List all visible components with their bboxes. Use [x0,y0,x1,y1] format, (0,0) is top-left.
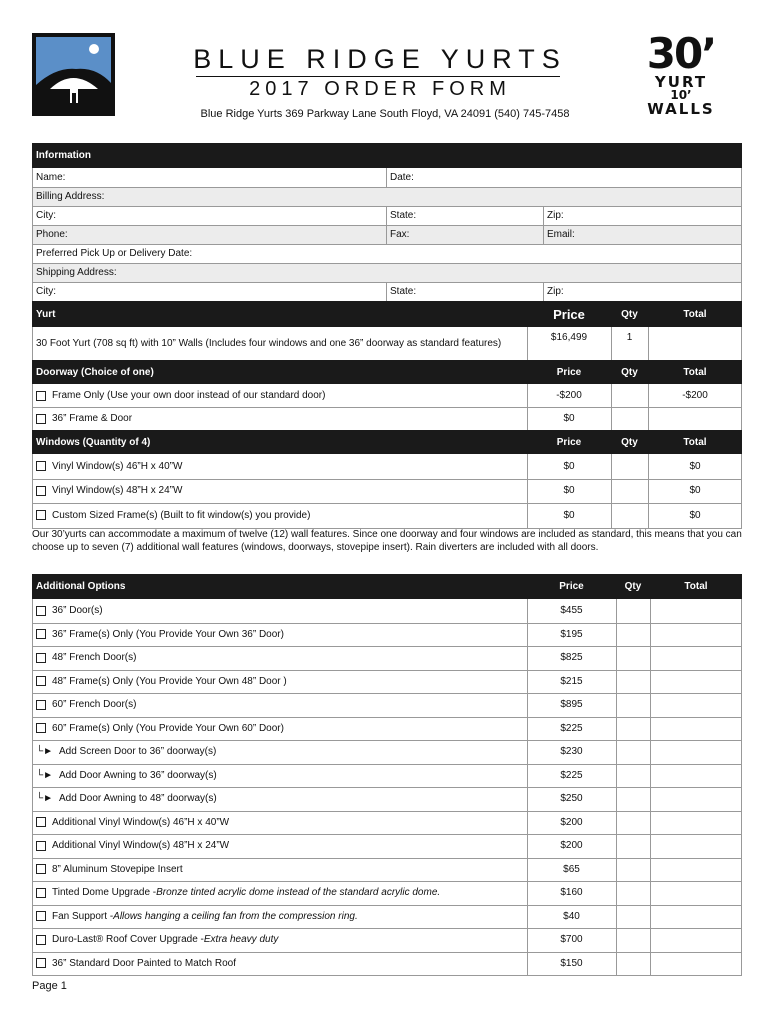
shipping-state-field[interactable]: State: [390,286,417,297]
grid-line [611,454,612,528]
grid-line [32,206,742,207]
options-price-header: Price [527,574,616,599]
list-item-label [32,479,527,504]
item-qty[interactable] [616,787,650,811]
list-item-label [32,599,527,623]
item-price: $0 [563,509,575,521]
grid-line [611,327,612,360]
item-total [650,764,742,788]
checkbox[interactable] [36,841,46,851]
badge-walls: WALLS [647,100,715,118]
checkbox[interactable] [36,391,46,401]
yurt-qty-header: Qty [611,301,648,327]
item-qty[interactable] [611,479,648,504]
pickup-date-field[interactable]: Preferred Pick Up or Delivery Date: [36,248,193,259]
grid-line [543,206,544,244]
item-price: $0 [563,413,575,424]
item-total [650,787,742,811]
grid-line [32,244,742,245]
doorway-total-header: Total [648,360,742,384]
item-price: $225 [560,722,583,734]
list-item-label [32,881,527,905]
item-price: $215 [560,675,583,687]
item-price: $455 [560,605,583,617]
item-total [650,834,742,858]
options-total-header: Total [650,574,742,599]
grid-line [648,327,649,360]
item-total [650,928,742,952]
list-item-label [32,717,527,741]
item-label: Additional Vinyl Window(s) 48”H x 24”W [52,840,230,852]
item-total [650,670,742,694]
item-qty[interactable] [616,811,650,835]
item-qty[interactable] [616,623,650,647]
item-price: $895 [560,699,583,711]
company-logo [32,33,115,116]
grid-line [616,599,617,975]
list-item-label [32,646,527,670]
item-label: 60” French Door(s) [52,699,137,711]
shipping-city-field[interactable]: City: [36,286,56,297]
grid-line [32,327,33,360]
checkbox[interactable] [36,461,46,471]
item-total [650,693,742,717]
yurt-price-header: Price [527,301,611,327]
checkbox[interactable] [36,486,46,496]
date-field[interactable]: Date: [390,172,414,183]
checkbox[interactable] [36,935,46,945]
grid-line [611,384,612,430]
name-field[interactable]: Name: [36,172,66,183]
grid-line [386,206,387,244]
item-total [650,905,742,929]
list-item-label [32,407,527,430]
checkbox[interactable] [36,864,46,874]
badge-yurt: YURT [654,73,708,91]
grid-line [32,187,742,188]
item-description: Bronze tinted acrylic dome instead of the standard acrylic dome. [156,887,441,899]
item-qty[interactable] [616,905,650,929]
windows-total-header: Total [648,430,742,454]
checkbox[interactable] [36,676,46,686]
information-heading: Information [32,143,742,168]
grid-line [32,454,33,528]
grid-line [648,384,649,430]
item-total [650,599,742,623]
grid-line [741,327,742,360]
list-item-label [32,928,527,952]
item-label: Vinyl Window(s) 48”H x 24”W [52,485,183,497]
checkbox[interactable] [36,653,46,663]
title-divider [196,76,560,77]
checkbox[interactable] [36,817,46,827]
item-qty[interactable] [616,858,650,882]
item-label: 48” French Door(s) [52,652,137,664]
grid-line [386,282,387,301]
item-price: $195 [560,628,583,640]
checkbox[interactable] [36,606,46,616]
item-qty[interactable] [616,693,650,717]
indent-arrow-icon: └► [36,769,53,781]
grid-line [741,384,742,430]
item-qty[interactable] [616,834,650,858]
indent-arrow-icon: └► [36,793,53,805]
item-price: $200 [560,816,583,828]
item-price: $160 [560,887,583,899]
yurt-qty[interactable]: 1 [626,331,633,343]
item-total [650,952,742,976]
checkbox[interactable] [36,888,46,898]
item-total [650,717,742,741]
item-label: 8” Aluminum Stovepipe Insert [52,863,183,875]
item-description: Allows hanging a ceiling fan from the compression ring. [113,910,358,922]
grid-line [32,282,742,283]
state-field[interactable]: State: [390,210,417,221]
checkbox[interactable] [36,723,46,733]
zip-field[interactable]: Zip: [547,210,564,221]
badge-size: 30’ [646,29,716,78]
checkbox[interactable] [36,958,46,968]
item-description: Extra heavy duty [203,934,279,946]
item-total: -$200 [682,390,708,401]
list-item-label [32,811,527,835]
company-name: BLUE RIDGE YURTS [193,44,567,74]
list-item-label [32,384,527,407]
grid-line [527,327,528,360]
item-qty[interactable] [616,928,650,952]
item-price: $225 [560,769,583,781]
item-price: $0 [563,485,575,497]
list-item-label [32,503,527,528]
item-label: 48” Frame(s) Only (You Provide Your Own 48” Door ) [52,675,287,687]
item-price: $40 [563,910,580,922]
item-total [650,623,742,647]
grid-line [648,454,649,528]
indent-arrow-icon: └► [36,746,53,758]
item-qty[interactable] [611,384,648,407]
yurt-heading: Yurt [32,301,527,327]
doorway-price-header: Price [527,360,611,384]
page-number: Page 1 [32,980,67,992]
billing-address-field[interactable]: Billing Address: [32,187,742,206]
item-price: $700 [560,934,583,946]
grid-line [32,384,33,430]
item-label: Add Screen Door to 36” doorway(s) [58,746,217,758]
grid-line [32,263,742,264]
item-total [650,811,742,835]
checkbox[interactable] [36,700,46,710]
checkbox[interactable] [36,414,46,424]
item-label: Fan Support - [52,910,114,922]
grid-line [527,599,528,975]
item-total [650,740,742,764]
item-qty[interactable] [616,740,650,764]
fax-field[interactable]: Fax: [386,225,543,244]
item-price: $825 [560,652,583,664]
item-price: $200 [560,840,583,852]
list-item-label [32,952,527,976]
list-item-label [32,905,527,929]
yurt-price: $16,499 [550,331,588,343]
item-label: Duro-Last® Roof Cover Upgrade - [52,934,204,946]
grid-line [741,454,742,528]
phone-field[interactable]: Phone: [32,225,386,244]
item-price: $250 [560,793,583,805]
grid-line [32,168,33,301]
doorway-qty-header: Qty [611,360,648,384]
grid-line [527,454,528,528]
grid-line [741,599,742,975]
item-price: $150 [560,957,583,969]
form-title: 2017 ORDER FORM [249,78,511,100]
item-label: Add Door Awning to 48” doorway(s) [58,793,217,805]
item-label: 36” Frame & Door [52,413,133,424]
grid-line [32,975,742,976]
item-label: Frame Only (Use your own door instead of our standard door) [52,390,326,401]
options-qty-header: Qty [616,574,650,599]
email-field[interactable]: Email: [543,225,742,244]
grid-line [32,599,33,975]
grid-line [386,168,387,187]
item-label: Custom Sized Frame(s) (Built to fit window(s) you provide) [52,509,311,521]
item-label: 60” Frame(s) Only (You Provide Your Own 60” Door) [52,722,284,734]
item-label: 36” Door(s) [52,605,103,617]
item-qty[interactable] [616,764,650,788]
grid-line [32,225,742,226]
company-address: Blue Ridge Yurts 369 Parkway Lane South Floyd, VA 24091 (540) 745-7458 [200,108,570,120]
item-total [650,646,742,670]
doorway-heading: Doorway (Choice of one) [32,360,527,384]
grid-line [650,599,651,975]
list-item-label [32,670,527,694]
item-price: $230 [560,746,583,758]
list-item-label [32,764,527,788]
item-qty[interactable] [611,407,648,430]
checkbox[interactable] [36,510,46,520]
item-qty[interactable] [616,717,650,741]
item-qty[interactable] [616,599,650,623]
item-label: Add Door Awning to 36” doorway(s) [58,769,217,781]
item-qty[interactable] [616,952,650,976]
item-label: Vinyl Window(s) 46”H x 40”W [52,460,183,472]
item-label: Additional Vinyl Window(s) 46”H x 40”W [52,816,230,828]
item-label: Tinted Dome Upgrade - [52,887,157,899]
windows-price-header: Price [527,430,611,454]
yurt-description: 30 Foot Yurt (708 sq ft) with 10” Walls (Includes four windows and one 36” doorway as standard features) [36,337,502,349]
list-item-label [32,693,527,717]
item-label: 36” Standard Door Painted to Match Roof [52,957,236,969]
windows-qty-header: Qty [611,430,648,454]
item-price: $65 [563,863,580,875]
list-item-label [32,834,527,858]
item-total: $0 [689,460,701,472]
list-item-label [32,454,527,479]
badge-wall-height: 10’ [670,88,692,102]
list-item-label [32,623,527,647]
wall-features-note: Our 30’yurts can accommodate a maximum of twelve (12) wall features. Since one doorway and four windows are included as standard, this means that you can choose up to seven (7) additional wall features (windows, doorways, stovepipe insert). Rain diverters are included with all doors. [32,529,742,553]
item-qty[interactable] [611,503,648,528]
item-total [650,858,742,882]
item-total: $0 [689,509,701,521]
list-item-label [32,858,527,882]
item-price: $0 [563,460,575,472]
checkbox[interactable] [36,629,46,639]
yurt-total-header: Total [648,301,742,327]
item-label: 36” Frame(s) Only (You Provide Your Own 36” Door) [52,628,284,640]
grid-line [527,384,528,430]
item-total: $0 [689,485,701,497]
list-item-label [32,740,527,764]
windows-heading: Windows (Quantity of 4) [32,430,527,454]
list-item-label [32,787,527,811]
item-price: -$200 [556,390,582,401]
yurt-size-badge [626,29,736,118]
item-qty[interactable] [616,670,650,694]
checkbox[interactable] [36,911,46,921]
options-heading: Additional Options [32,574,527,599]
item-qty[interactable] [616,646,650,670]
item-total [650,881,742,905]
item-total [648,407,742,430]
item-qty[interactable] [611,454,648,479]
item-qty[interactable] [616,881,650,905]
shipping-zip-field[interactable]: Zip: [547,286,564,297]
city-field[interactable]: City: [36,210,56,221]
shipping-address-field[interactable]: Shipping Address: [32,263,742,282]
grid-line [543,282,544,301]
grid-line [741,168,742,301]
